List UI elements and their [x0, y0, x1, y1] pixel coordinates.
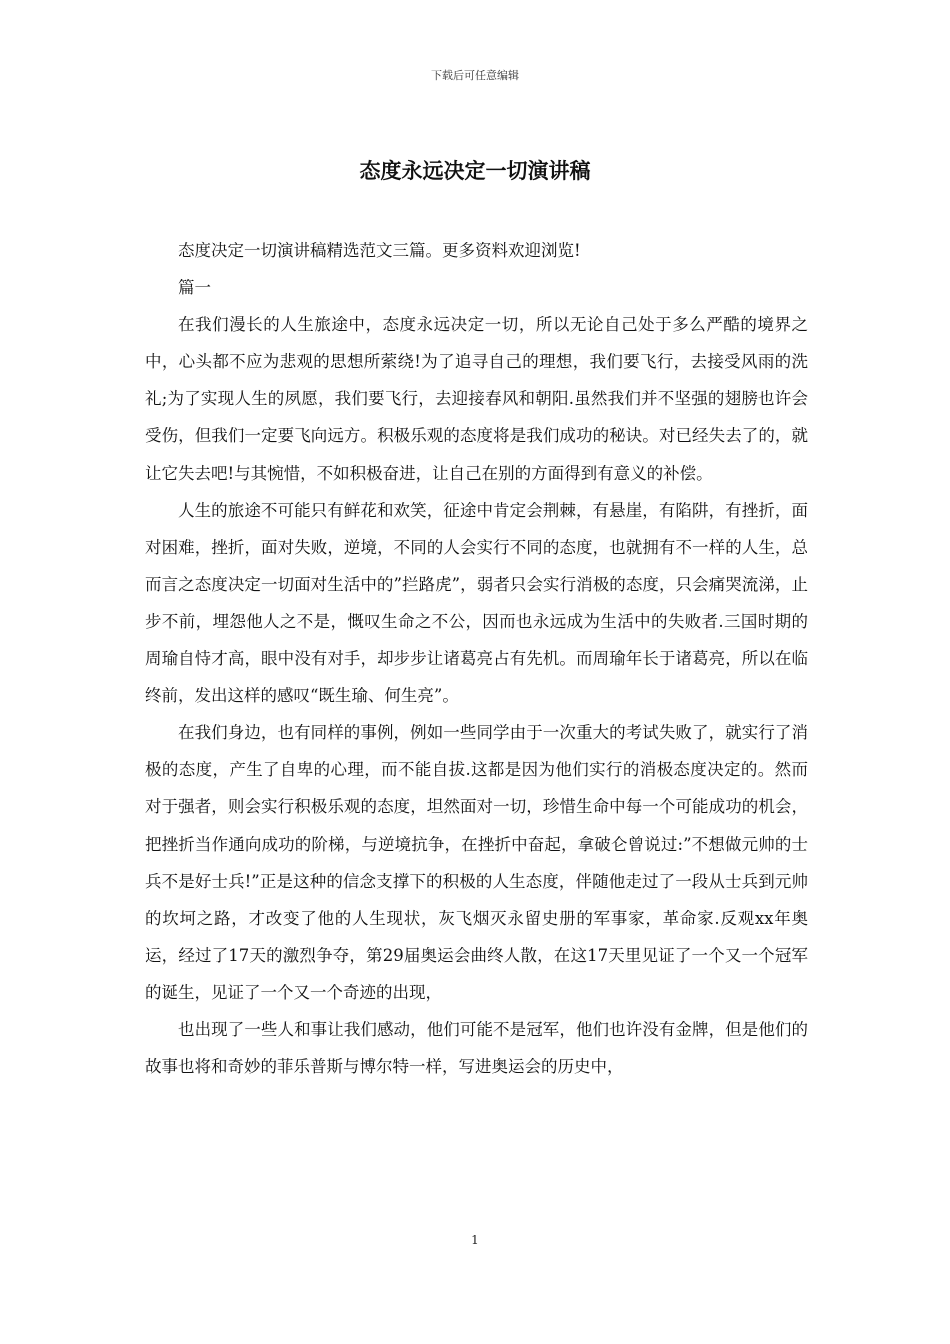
body-paragraph: 在我们漫长的人生旅途中，态度永远决定一切，所以无论自己处于多么严酷的境界之中，心头都不应为悲观的思想所萦绕!为了追寻自己的理想，我们要飞行，去接受风雨的洗礼;为了实现人生的夙愿，我们要飞行，去迎接春风和朝阳.虽然我们并不坚强的翅膀也许会受伤，但我们一定要飞向远方。积极乐观的态度将是我们成功的秘诀。对已经失去了的，就让它失去吧!与其惋惜，不如积极奋进，让自己在别的方面得到有意义的补偿。: [145, 315, 808, 483]
body-paragraph: 人生的旅途不可能只有鲜花和欢笑，征途中肯定会荆棘，有悬崖，有陷阱，有挫折，面对困难，挫折，面对失败，逆境，不同的人会实行不同的态度，也就拥有不一样的人生，总而言之态度决定一切面对生活中的”拦路虎”，弱者只会实行消极的态度，只会痛哭流涕，止步不前，埋怨他人之不是，慨叹生命之不公，因而也永远成为生活中的失败者.三国时期的周瑜自恃才高，眼中没有对手，却步步让诸葛亮占有先机。而周瑜年长于诸葛亮，所以在临终前，发出这样的感叹“既生瑜、何生亮”。: [145, 500, 808, 706]
header-note: 下载后可任意编辑: [431, 69, 519, 82]
document-body: [145, 232, 808, 1085]
page-number: 1: [471, 1233, 479, 1247]
section-label: 篇一: [178, 278, 211, 298]
body-paragraph: 也出现了一些人和事让我们感动，他们可能不是冠军，他们也许没有金牌，但是他们的故事也将和奇妙的菲乐普斯与博尔特一样，写进奥运会的历史中，: [145, 1019, 808, 1077]
document-title: 态度永远决定一切演讲稿: [359, 159, 591, 183]
intro-paragraph: 态度决定一切演讲稿精选范文三篇。更多资料欢迎浏览!: [178, 241, 581, 260]
body-paragraph: 在我们身边，也有同样的事例，例如一些同学由于一次重大的考试失败了，就实行了消极的态度，产生了自卑的心理，而不能自拔.这都是因为他们实行的消极态度决定的。然而对于强者，则会实行积极乐观的态度，坦然面对一切，珍惜生命中每一个可能成功的机会，把挫折当作通向成功的阶梯，与逆境抗争，在挫折中奋起，拿破仑曾说过:”不想做元帅的士兵不是好士兵!”正是这种的信念支撑下的积极的人生态度，伴随他走过了一段从士兵到元帅的坎坷之路，才改变了他的人生现状，灰飞烟灭永留史册的军事家，革命家.反观xx年奥运，经过了17天的激烈争夺，第29届奥运会曲终人散，在这17天里见证了一个又一个冠军的诞生，见证了一个又一个奇迹的出现，: [145, 723, 808, 1002]
